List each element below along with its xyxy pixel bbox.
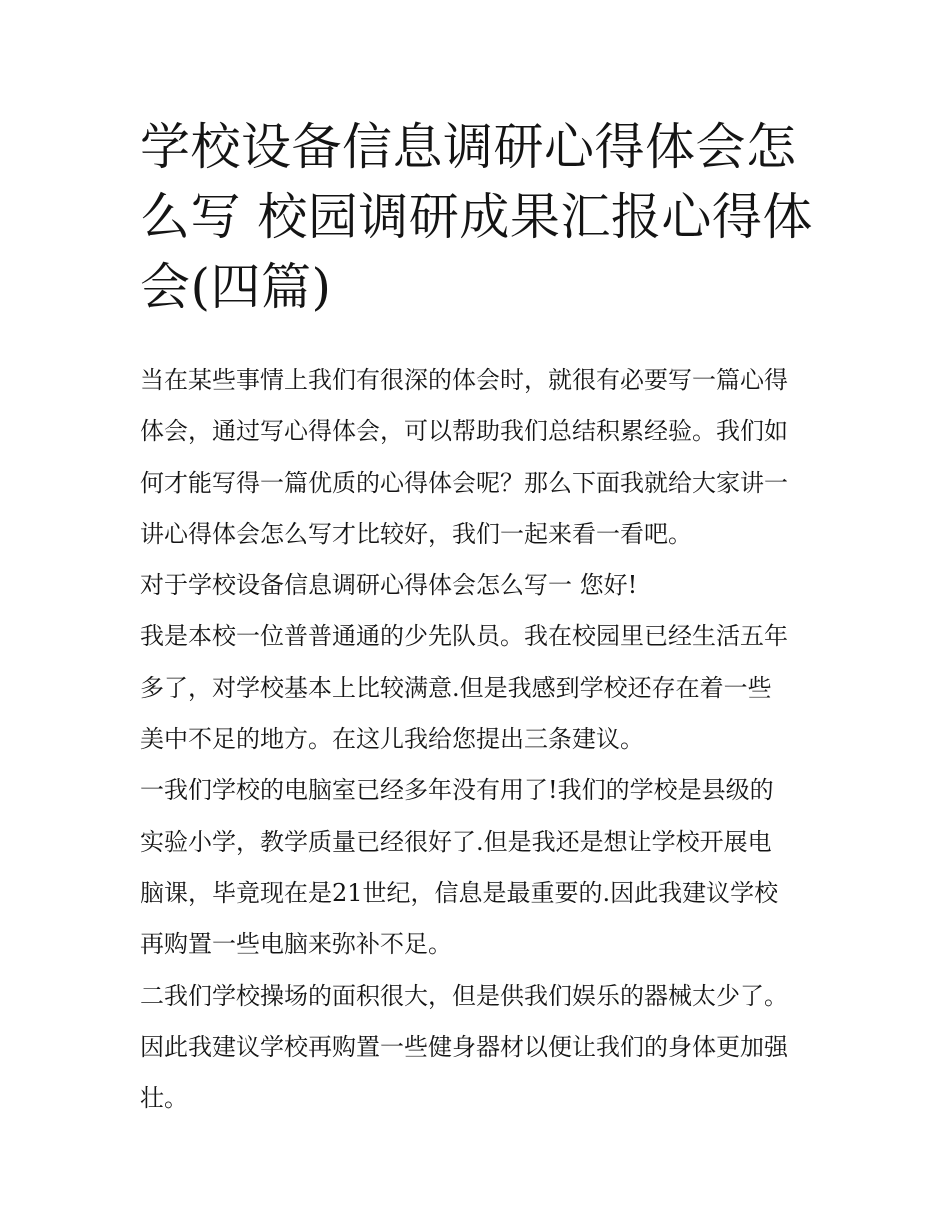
text-line: 当在某些事情上我们有很深的体会时，就很有必要写一篇心得 xyxy=(140,366,788,394)
text-line: 一我们学校的电脑室已经多年没有用了!我们的学校是县级的 xyxy=(140,776,774,805)
text-line: 实验小学，教学质量已经很好了.但是我还是想让学校开展电 xyxy=(140,827,772,856)
page-title xyxy=(140,112,820,322)
text-line: 脑课，毕竟现在是21世纪，信息是最重要的.因此我建议学校 xyxy=(140,878,779,907)
paragraph-self-intro xyxy=(140,611,820,765)
text-line: 讲心得体会怎么写才比较好，我们一起来看一看吧。 xyxy=(140,519,692,548)
text-line: 壮。 xyxy=(140,1084,188,1113)
text-line: 美中不足的地方。在这儿我给您提出三条建议。 xyxy=(140,725,644,754)
title-line: 学校设备信息调研心得体会怎 xyxy=(140,118,797,176)
paragraph-suggestion-two xyxy=(140,971,820,1125)
document-body xyxy=(140,355,820,1124)
title-line: 会(四篇) xyxy=(140,258,332,316)
paragraph-suggestion-one xyxy=(140,765,820,970)
paragraph-intro xyxy=(140,355,820,560)
paragraph-greeting xyxy=(140,560,820,611)
text-line: 再购置一些电脑来弥补不足。 xyxy=(140,930,452,959)
title-line: 么写 校园调研成果汇报心得体 xyxy=(140,188,813,246)
text-line: 因此我建议学校再购置一些健身器材以便让我们的身体更加强 xyxy=(140,1032,788,1061)
text-line: 何才能写得一篇优质的心得体会呢？那么下面我就给大家讲一 xyxy=(140,468,788,497)
text-line: 多了，对学校基本上比较满意.但是我感到学校还存在着一些 xyxy=(140,673,772,702)
text-line: 对于学校设备信息调研心得体会怎么写一 您好! xyxy=(140,571,638,600)
text-line: 体会，通过写心得体会，可以帮助我们总结积累经验。我们如 xyxy=(140,417,788,446)
text-line: 我是本校一位普普通通的少先队员。我在校园里已经生活五年 xyxy=(140,622,788,651)
text-line: 二我们学校操场的面积很大，但是供我们娱乐的器械太少了。 xyxy=(140,981,788,1010)
